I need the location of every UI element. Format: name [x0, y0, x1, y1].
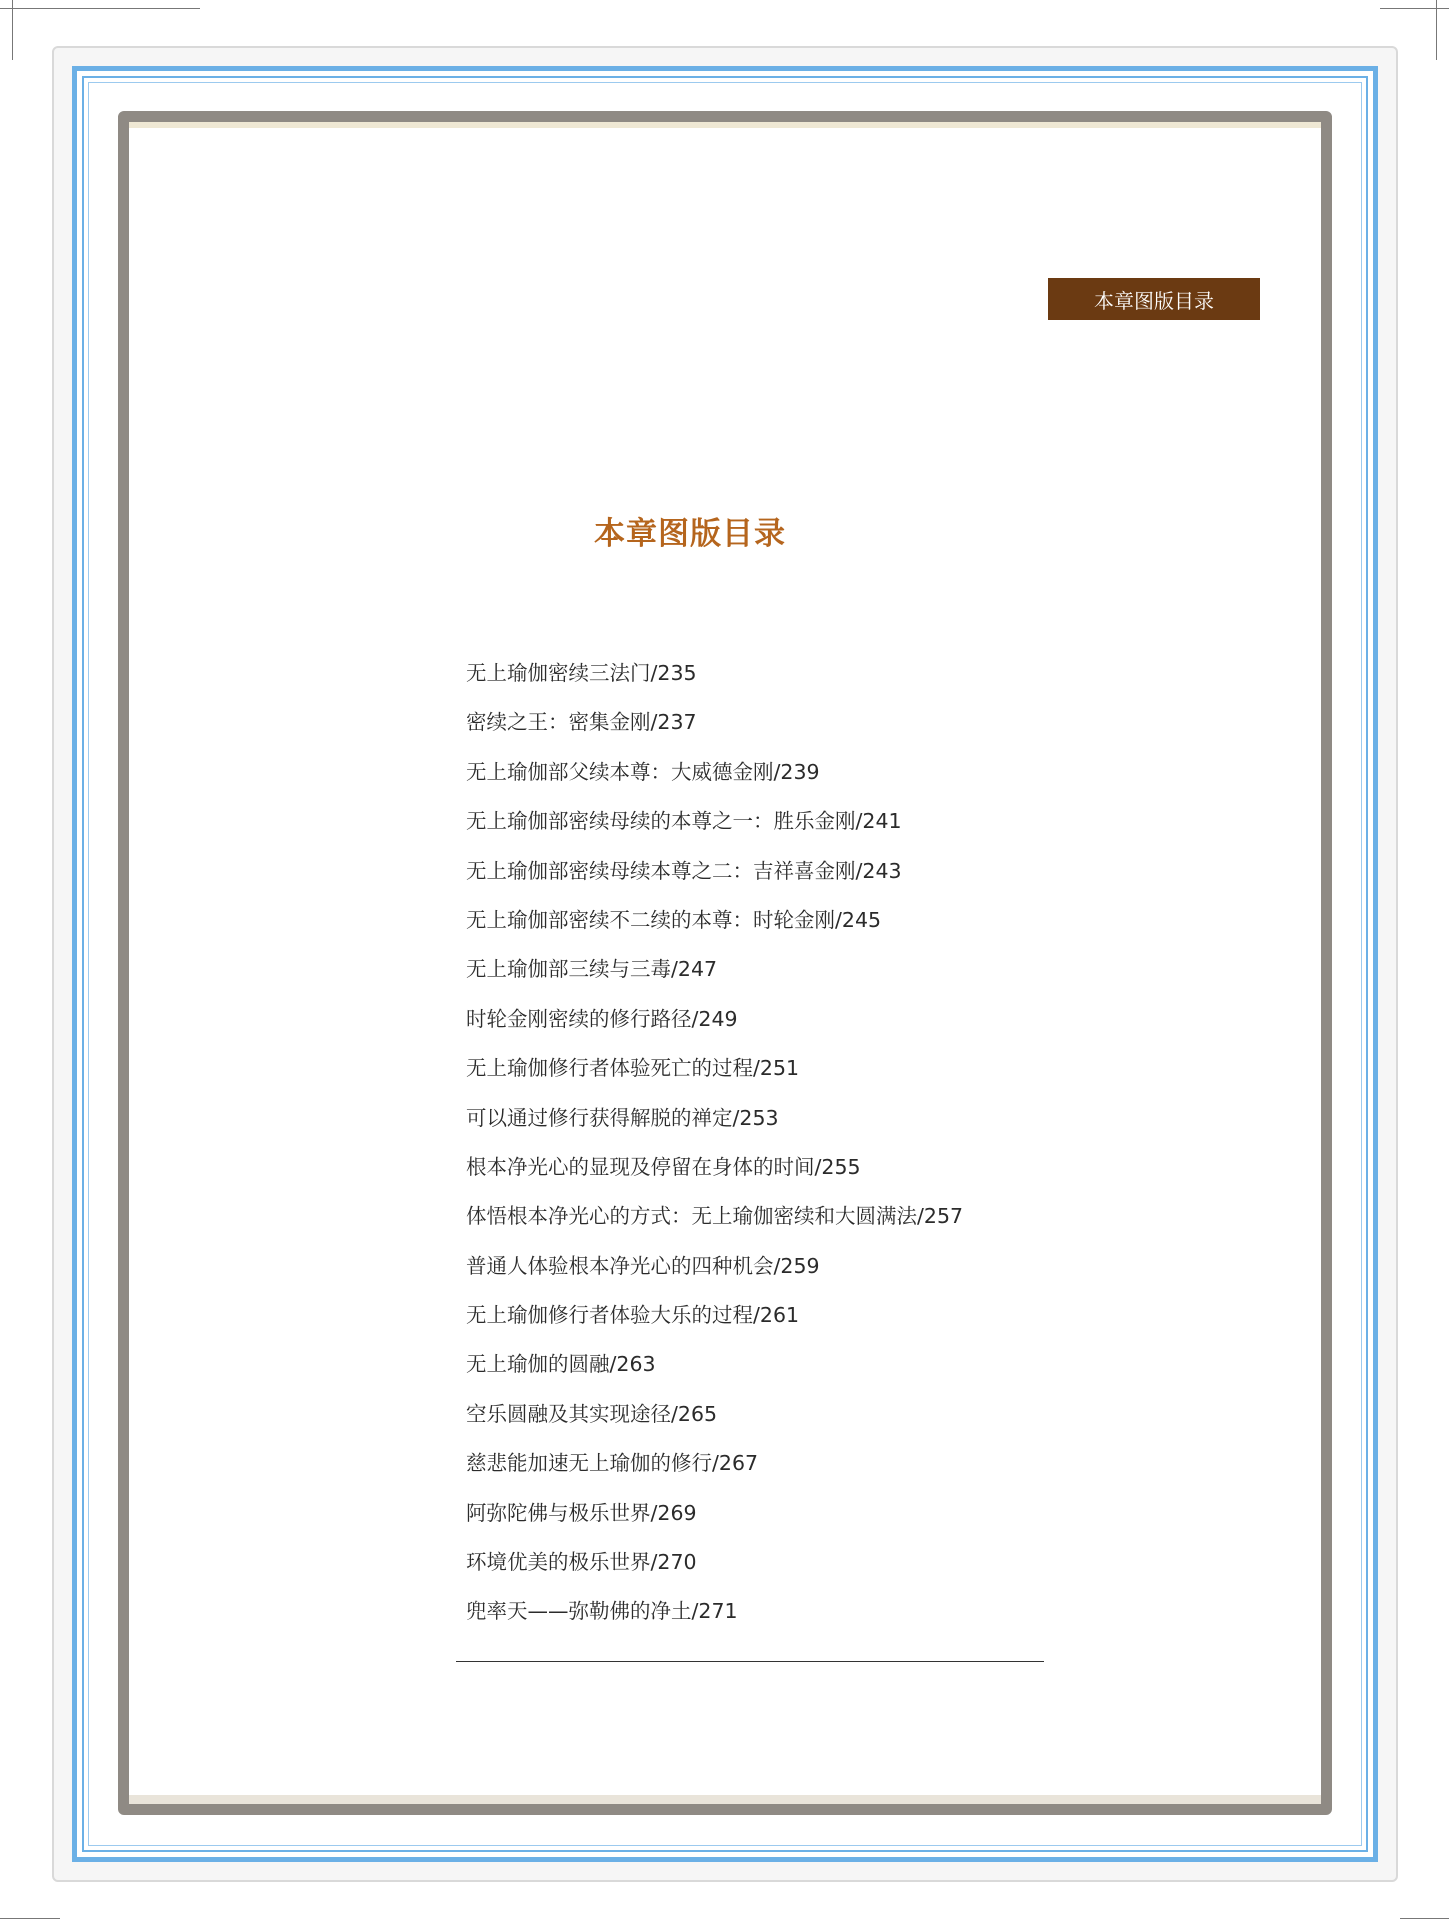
crop-mark-top-left: [0, 8, 200, 9]
page-top-band: [129, 122, 1321, 128]
crop-mark-bottom-left: [0, 1918, 60, 1919]
toc-item: 无上瑜伽的圆融/263: [466, 1352, 656, 1377]
page-bottom-band: [129, 1795, 1321, 1804]
toc-bottom-rule: [456, 1661, 1044, 1662]
toc-item: 无上瑜伽部密续母续的本尊之一：胜乐金刚/241: [466, 809, 902, 834]
section-tab: 本章图版目录: [1048, 278, 1260, 320]
toc-item: 密续之王：密集金刚/237: [466, 710, 697, 735]
crop-mark-top-right: [1380, 8, 1449, 9]
toc-item: 无上瑜伽部三续与三毒/247: [466, 957, 718, 982]
toc-item: 根本净光心的显现及停留在身体的时间/255: [466, 1154, 861, 1179]
toc-item: 慈悲能加速无上瑜伽的修行/267: [466, 1451, 759, 1476]
page-title: 本章图版目录: [594, 516, 786, 552]
toc-item: 兜率天——弥勒佛的净土/271: [466, 1599, 738, 1624]
toc-item: 阿弥陀佛与极乐世界/269: [466, 1500, 697, 1525]
crop-mark-top-left-vertical: [12, 0, 13, 60]
crop-mark-top-right-vertical: [1436, 0, 1437, 60]
toc-item: 时轮金刚密续的修行路径/249: [466, 1006, 738, 1031]
toc-item: 环境优美的极乐世界/270: [466, 1550, 697, 1575]
toc-item: 空乐圆融及其实现途径/265: [466, 1401, 718, 1426]
toc-item: 无上瑜伽修行者体验大乐的过程/261: [466, 1303, 800, 1328]
toc-item: 无上瑜伽修行者体验死亡的过程/251: [466, 1056, 800, 1081]
toc-item: 无上瑜伽密续三法门/235: [466, 661, 697, 685]
toc-item: 无上瑜伽部密续母续本尊之二：吉祥喜金刚/243: [466, 858, 902, 883]
toc-item: 无上瑜伽部父续本尊：大威德金刚/239: [466, 759, 820, 784]
toc-list: [466, 658, 1066, 1646]
crop-mark-bottom-right: [1400, 1918, 1449, 1919]
toc-item: 无上瑜伽部密续不二续的本尊：时轮金刚/245: [466, 907, 882, 932]
toc-item: 体悟根本净光心的方式：无上瑜伽密续和大圆满法/257: [466, 1204, 964, 1229]
toc-item: 普通人体验根本净光心的四种机会/259: [466, 1253, 820, 1278]
toc-item: 可以通过修行获得解脱的禅定/253: [466, 1105, 779, 1130]
